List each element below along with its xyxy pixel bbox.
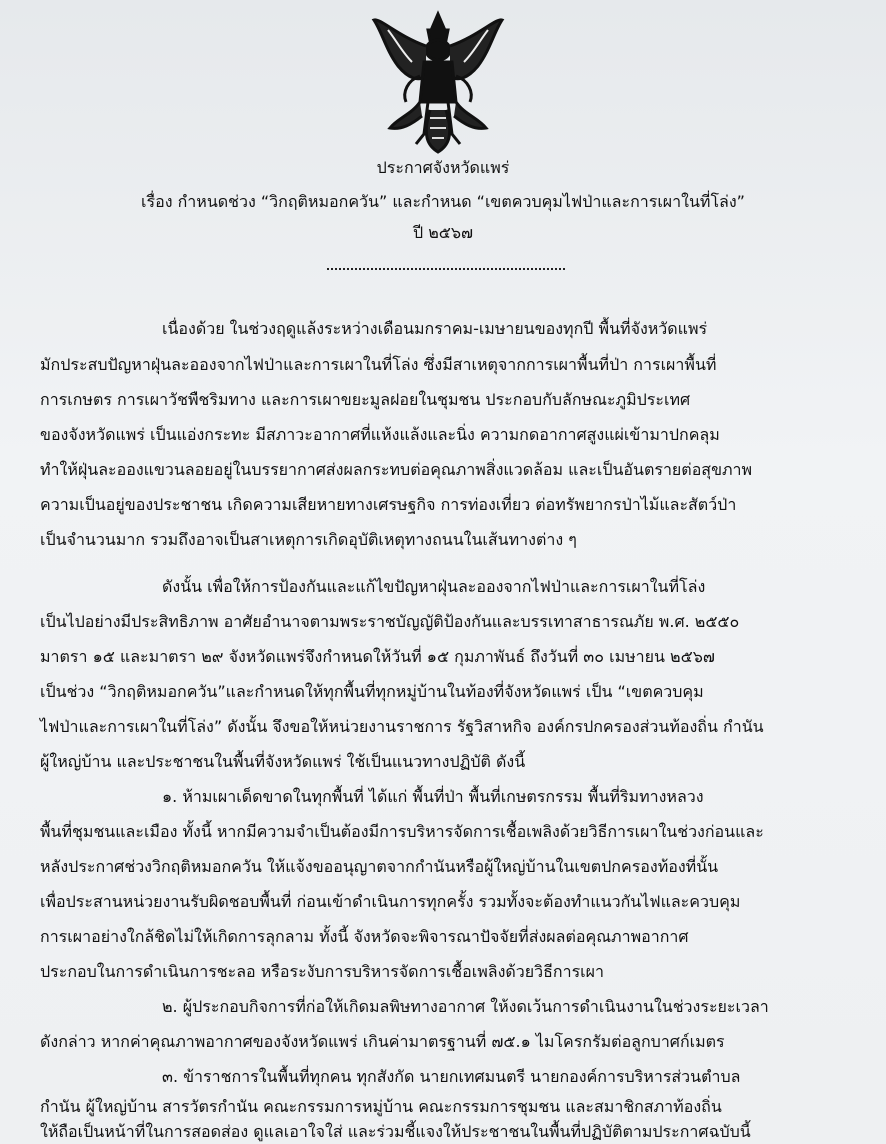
body-line: ไฟป่าและการเผาในที่โล่ง” ดังนั้น จึงขอให้หน่วยงานราชการ รัฐวิสาหกิจ องค์กรปกครองส่วนท้องถิ่น กำนัน	[40, 717, 764, 736]
garuda-emblem-icon	[368, 6, 508, 156]
body-line: เป็นช่วง “วิกฤติหมอกควัน”และกำหนดให้ทุกพื้นที่ทุกหมู่บ้านในท้องที่จังหวัดแพร่ เป็น “เขตควบคุม	[40, 682, 704, 701]
body-line: ๒. ผู้ประกอบกิจการที่ก่อให้เกิดมลพิษทางอากาศ ให้งดเว้นการดำเนินงานในช่วงระยะเวลา	[162, 997, 769, 1016]
body-line: เป็นจำนวนมาก รวมถึงอาจเป็นสาเหตุการเกิดอุบัติเหตุทางถนนในเส้นทางต่าง ๆ	[40, 530, 577, 549]
body-line: ผู้ใหญ่บ้าน และประชาชนในพื้นที่จังหวัดแพร่ ใช้เป็นแนวทางปฏิบัติ ดังนี้	[40, 752, 526, 771]
body-line: ดังนั้น เพื่อให้การป้องกันและแก้ไขปัญหาฝุ่นละอองจากไฟป่าและการเผาในที่โล่ง	[162, 577, 706, 596]
body-line: เนื่องด้วย ในช่วงฤดูแล้งระหว่างเดือนมกราคม-เมษายนของทุกปี พื้นที่จังหวัดแพร่	[162, 319, 708, 338]
body-line: ความเป็นอยู่ของประชาชน เกิดความเสียหายทางเศรษฐกิจ การท่องเที่ยว ต่อทรัพยากรป่าไม้และสัตว์ป่า	[40, 495, 737, 514]
body-line: หลังประกาศช่วงวิกฤติหมอกควัน ให้แจ้งขออนุญาตจากกำนันหรือผู้ใหญ่บ้านในเขตปกครองท้องที่นั้น	[40, 857, 719, 876]
body-line: ให้ถือเป็นหน้าที่ในการสอดส่อง ดูแลเอาใจใส่ และร่วมชี้แจงให้ประชาชนในพื้นที่ปฏิบัติตามประกาศฉบับนี้	[40, 1122, 751, 1141]
announcement-year: ปี ๒๕๖๗	[412, 223, 474, 242]
body-line: การเผาอย่างใกล้ชิดไม่ให้เกิดการลุกลาม ทั้งนี้ จังหวัดจะพิจารณาปัจจัยที่ส่งผลต่อคุณภาพอากาศ	[40, 927, 689, 946]
body-line: พื้นที่ชุมชนและเมือง ทั้งนี้ หากมีความจำเป็นต้องมีการบริหารจัดการเชื้อเพลิงด้วยวิธีการเผาในช่วงก่อนและ	[40, 822, 764, 841]
dotted-divider	[327, 268, 565, 270]
body-line: ๓. ข้าราชการในพื้นที่ทุกคน ทุกสังกัด นายกเทศมนตรี นายกองค์การบริหารส่วนตำบล	[162, 1067, 741, 1086]
body-line: มาตรา ๑๕ และมาตรา ๒๙ จังหวัดแพร่จึงกำหนดให้วันที่ ๑๕ กุมภาพันธ์ ถึงวันที่ ๓๐ เมษายน ๒๕๖๗	[40, 647, 715, 666]
announcement-subject: เรื่อง กำหนดช่วง “วิกฤติหมอกควัน” และกำหนด “เขตควบคุมไฟป่าและการเผาในที่โล่ง”	[141, 192, 745, 211]
body-line: การเกษตร การเผาวัชพืชริมทาง และการเผาขยะมูลฝอยในชุมชน ประกอบกับลักษณะภูมิประเทศ	[40, 390, 691, 409]
body-line: ดังกล่าว หากค่าคุณภาพอากาศของจังหวัดแพร่ เกินค่ามาตรฐานที่ ๗๕.๑ ไมโครกรัมต่อลูกบาศก์เมตร	[40, 1032, 725, 1051]
body-line: ๑. ห้ามเผาเด็ดขาดในทุกพื้นที่ ได้แก่ พื้นที่ป่า พื้นที่เกษตรกรรม พื้นที่ริมทางหลวง	[162, 787, 704, 806]
announcement-title: ประกาศจังหวัดแพร่	[376, 158, 510, 177]
body-line: กำนัน ผู้ใหญ่บ้าน สารวัตรกำนัน คณะกรรมการหมู่บ้าน คณะกรรมการชุมชน และสมาชิกสภาท้องถิ่น	[40, 1097, 722, 1116]
body-line: ประกอบในการดำเนินการชะลอ หรือระงับการบริหารจัดการเชื้อเพลิงด้วยวิธีการเผา	[40, 962, 604, 981]
body-line: เป็นไปอย่างมีประสิทธิภาพ อาศัยอำนาจตามพระราชบัญญัติป้องกันและบรรเทาสาธารณภัย พ.ศ. ๒๕๕๐	[40, 612, 740, 631]
body-line: ของจังหวัดแพร่ เป็นแอ่งกระทะ มีสภาวะอากาศที่แห้งแล้งและนิ่ง ความกดอากาศสูงแผ่เข้ามาปกคลุม	[40, 425, 720, 444]
body-line: เพื่อประสานหน่วยงานรับผิดชอบพื้นที่ ก่อนเข้าดำเนินการทุกครั้ง รวมทั้งจะต้องทำแนวกันไฟและควบคุม	[40, 892, 741, 911]
body-line: ทำให้ฝุ่นละอองแขวนลอยอยู่ในบรรยากาศส่งผลกระทบต่อคุณภาพสิ่งแวดล้อม และเป็นอันตรายต่อสุขภาพ	[40, 460, 753, 479]
body-line: มักประสบปัญหาฝุ่นละอองจากไฟป่าและการเผาในที่โล่ง ซึ่งมีสาเหตุจากการเผาพื้นที่ป่า การเผาพื้นที่	[40, 355, 717, 374]
